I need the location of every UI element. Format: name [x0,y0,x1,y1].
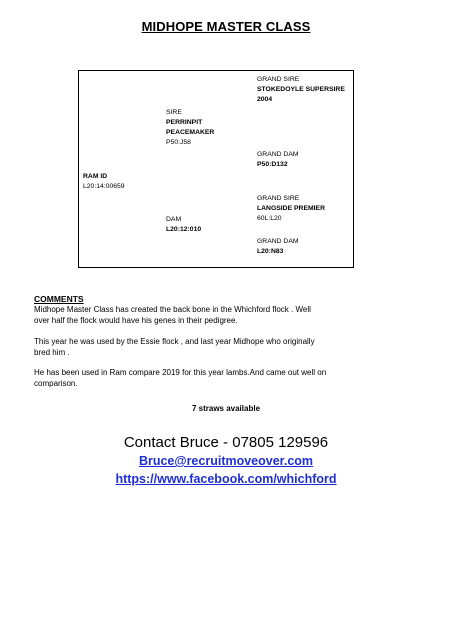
sire [166,108,214,148]
page-title: MIDHOPE MASTER CLASS [141,19,311,34]
comment-paragraph-2 [34,337,414,358]
sire-grand-sire-name: STOKEDOYLE SUPERSIRE [257,86,345,93]
dam-grand-sire-name: LANGSIDE PREMIER [257,205,325,212]
sire-grand-dam-name: P50:D132 [257,161,288,168]
dam [166,215,201,235]
dam-grand-sire-label: GRAND SIRE [257,195,300,202]
comment-line: Midhope Master Class has created the back bone in the Whichford flock . Well [34,305,311,314]
sire-grand-sire [257,75,345,105]
dam-grand-dam-label: GRAND DAM [257,238,299,245]
sire-grand-sire-label: GRAND SIRE [257,76,300,83]
sire-id: P50:J58 [166,139,191,146]
pedigree-box [78,70,354,268]
sire-grand-dam-label: GRAND DAM [257,151,299,158]
comment-paragraph-1 [34,305,414,326]
dam-grand-dam-name: L20:N83 [257,248,284,255]
comment-line: He has been used in Ram compare 2019 for this year lambs.And came out well on [34,368,327,377]
comments-heading: COMMENTS [34,294,84,304]
ram-id-value: L20:14:00659 [83,183,125,190]
dam-label: DAM [166,216,182,223]
straws-available: 7 straws available [191,404,261,413]
comment-line: bred him . [34,347,70,357]
sire-grand-dam [257,150,299,170]
email-link[interactable]: Bruce@recruitmoveover.com [138,454,314,468]
ram-id [83,172,125,192]
comment-line: over half the flock would have his genes in their pedigree. [34,315,238,325]
comment-line: This year he was used by the Essie flock , and last year Midhope who originally [34,337,315,346]
sire-label: SIRE [166,109,182,116]
contact-line: Contact Bruce - 07805 129596 [123,434,329,451]
sire-name-line2: PEACEMAKER [166,129,215,136]
comment-paragraph-3 [34,368,414,389]
dam-grand-dam [257,237,299,257]
dam-grand-sire [257,194,325,224]
sire-grand-sire-year: 2004 [257,96,273,103]
sire-name-line1: PERRINPIT [166,119,203,126]
dam-name: L20:12:010 [166,226,202,233]
ram-id-label: RAM ID [83,173,108,180]
comment-line: comparison. [34,378,78,388]
dam-grand-sire-id: 60L:L20 [257,215,282,222]
facebook-link[interactable]: https://www.facebook.com/whichford [115,472,337,486]
